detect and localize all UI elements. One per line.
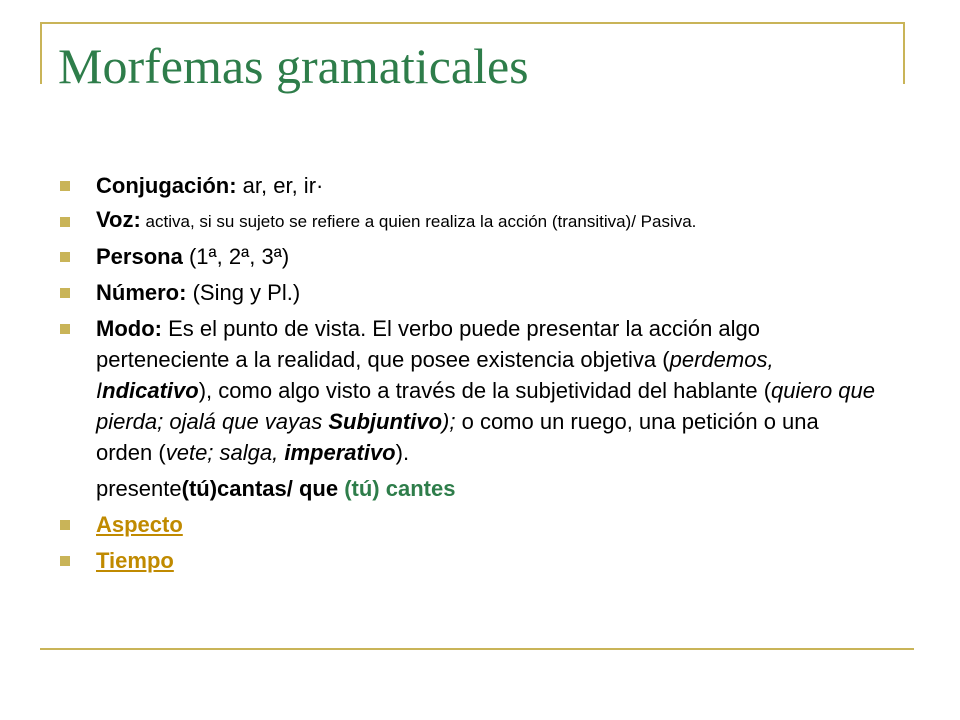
bullet-square-icon [60,181,70,191]
link-aspecto[interactable]: Aspecto [96,512,183,537]
bullet-square-icon [60,520,70,530]
frame-bottom-line [40,648,914,650]
item-label: Voz: [96,207,141,232]
bullet-square-icon [60,288,70,298]
modo-text: o como un ruego, una petición o una orden ( [96,409,819,465]
item-label: Conjugación: [96,173,237,198]
modo-text: ). [395,440,410,465]
bullet-square-icon [60,217,70,227]
modo-imperativo: imperativo [284,440,396,465]
item-text: (1ª, 2ª, 3ª) [182,244,290,269]
modo-text: ), como algo visto a través de la subjetividad del hablante ( [198,378,772,403]
item-text: (Sing y Pl.) [186,280,301,305]
modo-example-italic: ); [442,409,456,434]
modo-indicativo: ndicativo [102,378,199,403]
list-item-voz [58,206,878,236]
list-item-persona [58,241,878,272]
item-label: Modo: [96,316,162,341]
list-item-conjugacion [58,170,878,201]
list-item-tiempo [58,545,878,576]
bullet-square-icon [60,324,70,334]
example-presente: presente [96,476,182,501]
modo-example-italic: perdemos, I [96,347,774,403]
modo-subjuntivo: Subjuntivo [328,409,443,434]
item-label: Número: [96,280,187,305]
link-tiempo[interactable]: Tiempo [96,548,174,573]
frame-right-line [903,22,905,84]
item-text: activa, si su sujeto se refiere a quien realiza la acción (transitiva)/ Pasiva. [140,212,697,231]
frame-top-line [40,22,904,24]
list-item-numero [58,277,878,308]
item-label: Persona [96,244,183,269]
frame-left-line [40,22,42,84]
bullet-square-icon [60,556,70,566]
example-cantes: (tú) cantes [344,476,456,501]
example-cantas: (tú)cantas/ que [181,476,339,501]
slide-title: Morfemas gramaticales [58,38,529,94]
modo-example-italic: quiero que pierda; ojalá que vayas [96,378,876,434]
example-line [58,473,878,504]
bullet-square-icon [60,252,70,262]
list-item-aspecto [58,509,878,540]
modo-text: Es el punto de vista. El verbo puede presentar la acción algo perteneciente a la realidad, que posee existencia objetiva ( [96,316,761,372]
modo-example-italic: vete; salga, [165,440,285,465]
list-item-modo [58,313,878,468]
item-text: ar, er, ir· [236,173,324,198]
slide-content [58,170,878,581]
